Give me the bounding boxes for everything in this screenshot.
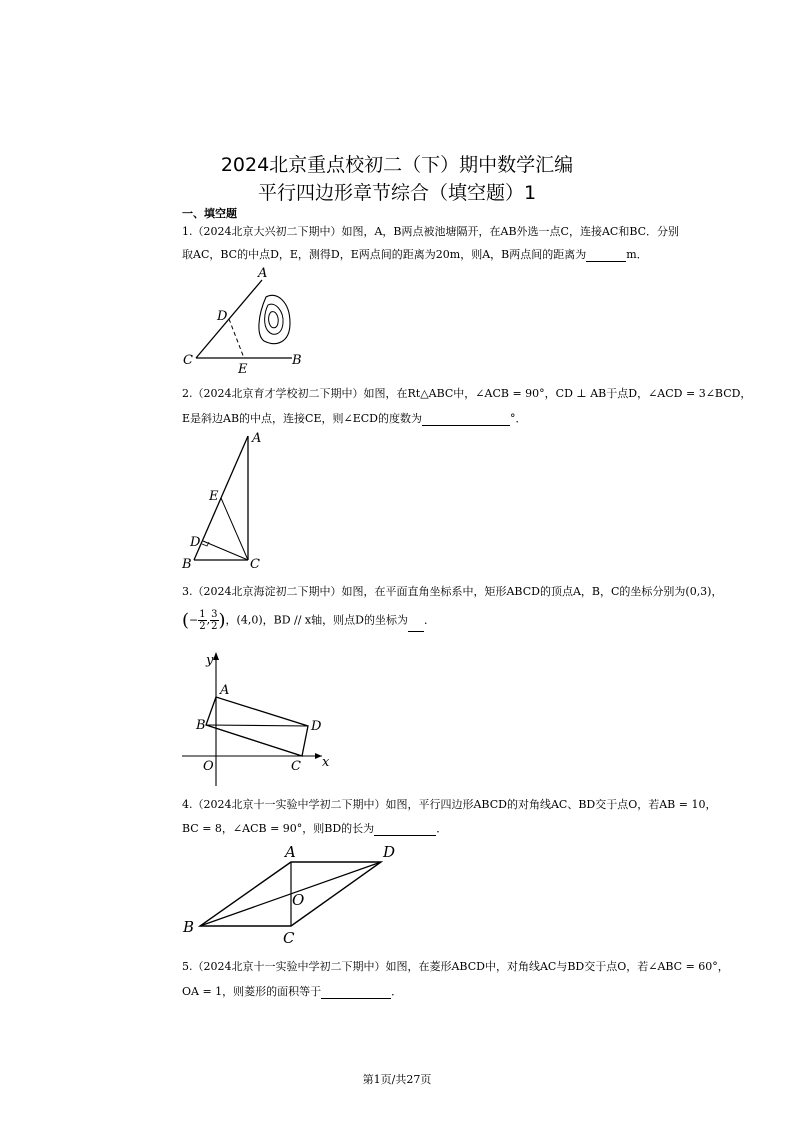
q4-text-end: ． [436, 822, 448, 835]
q4-label-b: B [183, 918, 195, 936]
q4-label-a: A [285, 843, 296, 861]
q2-label-d: D [190, 535, 201, 550]
q1-label-a: A [258, 266, 268, 281]
q3-label-c: C [291, 759, 301, 774]
q4-text-line2 [182, 820, 447, 836]
q1-text-line2 [182, 246, 648, 262]
q3-answer-blank [408, 620, 424, 632]
q2-text-line1: 2.（2024北京育才学校初二下期中）如图，在Rt△ABC中，∠ACB = 90°，CD ⊥ AB于点D，∠ACD = 3∠BCD， [182, 387, 752, 400]
q5-text-line1: 5.（2024北京十一实验中学初二下期中）如图，在菱形ABCD中，对角线AC与BD交于点O，若∠ABC = 60°， [182, 960, 729, 973]
q2-text-line2 [182, 410, 527, 426]
q3-label-a: A [220, 683, 230, 698]
q3-frac1: $\frac{1}{2}$ [199, 609, 206, 632]
q4-figure [180, 842, 405, 947]
q3-label-o: O [203, 759, 214, 774]
q1-text: 取AC，BC的中点D，E，测得D，E两点间的距离为20m，则A，B两点间的距离为 [182, 248, 587, 261]
q2-label-e: E [209, 489, 219, 504]
q4-text: BC = 8，∠ACB = 90°，则BD的长为 [182, 822, 375, 835]
q3-frac2: $\frac{3}{2}$ [211, 609, 218, 632]
q1-text-line1: 1.（2024北京大兴初二下期中）如图，A，B两点被池塘隔开，在AB外选一点C，连接AC和BC．分别 [182, 225, 680, 238]
q1-figure [180, 265, 320, 375]
q3-label-y: y [206, 653, 214, 668]
q4-label-c: C [283, 929, 295, 947]
q1-text-end: m． [626, 248, 648, 261]
q3-label-d: D [311, 719, 322, 734]
q2-figure [180, 428, 280, 573]
q5-text: OA = 1，则菱形的面积等于 [182, 985, 322, 998]
q2-answer-blank [422, 414, 510, 426]
page-subtitle: 平行四边形章节综合（填空题）1 [257, 182, 537, 204]
q4-label-d: D [383, 843, 396, 861]
q4-text-line1: 4.（2024北京十一实验中学初二下期中）如图，平行四边形ABCD的对角线AC、BD交于点O，若AB = 10， [182, 798, 717, 811]
q3-label-x: x [322, 755, 330, 770]
page-number: 第1页/共27页 [362, 1073, 432, 1086]
q5-answer-blank [321, 987, 391, 999]
q2-label-b: B [182, 557, 192, 572]
q4-answer-blank [374, 824, 436, 836]
q3-label-b: B [196, 718, 206, 733]
q2-text: E是斜边AB的中点，连接CE，则∠ECD的度数为 [182, 412, 422, 425]
section-heading: 一、填空题 [182, 207, 237, 220]
q1-answer-blank [586, 250, 626, 262]
q1-label-c: C [183, 353, 193, 368]
q1-label-d: D [217, 309, 228, 324]
q3-text-line2: (− $\frac{1}{2}$ , $\frac{3}{2}$ )，(4,0)，BD // x轴，则点D的坐标为 ． [182, 609, 435, 632]
q4-label-o: O [292, 891, 305, 909]
q3-text-line1: 3.（2024北京海淀初二下期中）如图，在平面直角坐标系中，矩形ABCD的顶点A，B，C的坐标分别为(0,3)， [182, 585, 723, 598]
q3-figure [180, 648, 335, 788]
q5-text-end: ． [391, 985, 403, 998]
q1-label-e: E [238, 362, 248, 377]
q3-text-end: ． [423, 613, 435, 627]
q2-label-a: A [252, 431, 262, 446]
page-title: 2024北京重点校初二（下）期中数学汇编 [220, 154, 574, 176]
q2-label-c: C [250, 557, 260, 572]
q3-coord-neg: − [189, 613, 199, 627]
q3-text: ，(4,0)，BD // x轴，则点D的坐标为 [225, 613, 408, 627]
q1-label-b: B [292, 353, 302, 368]
q2-text-end: °． [510, 412, 527, 425]
q5-text-line2 [182, 983, 402, 999]
